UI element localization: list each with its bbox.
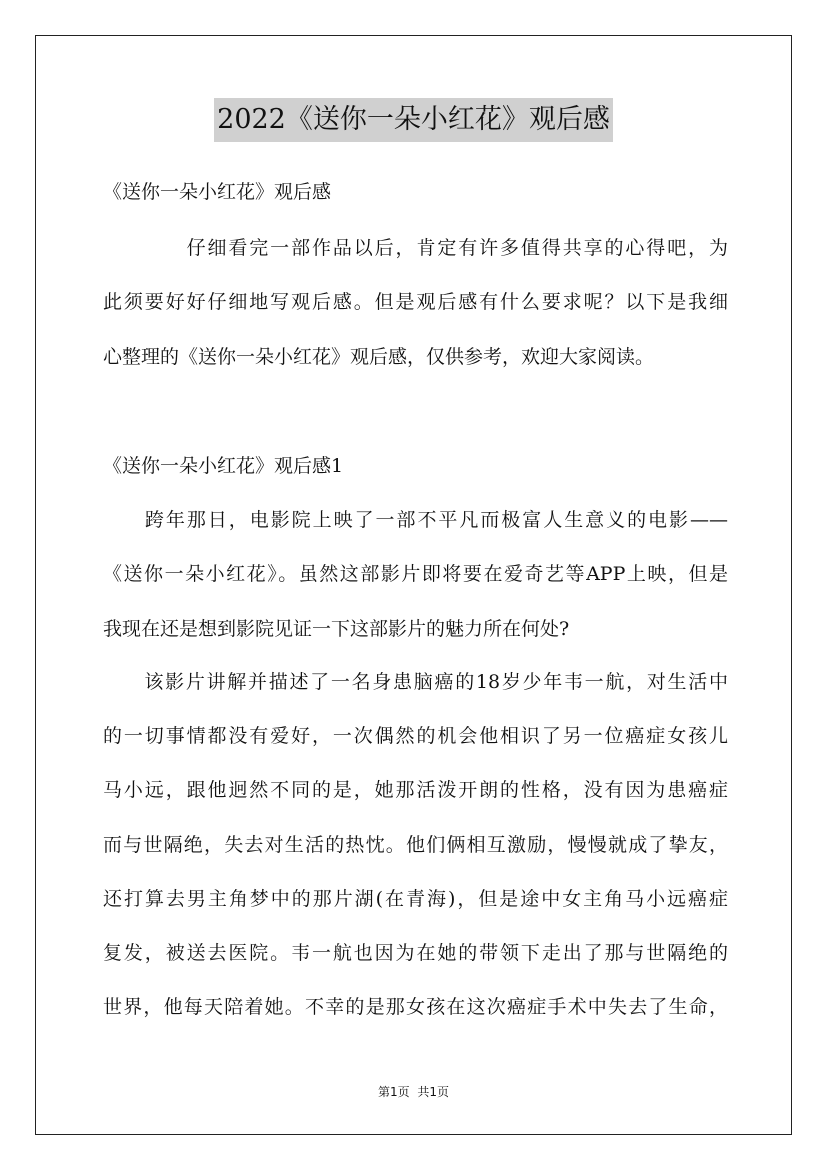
paragraph-line: 我现在还是想到影院见证一下这部影片的魅力所在何处? — [103, 618, 570, 640]
page-footer — [0, 1083, 827, 1100]
page-total: 共1页 — [417, 1085, 450, 1099]
paragraph-line: 此须要好好仔细地写观后感。但是观后感有什么要求呢？以下是我细 — [103, 291, 728, 313]
paragraph-line: 复发，被送去医院。韦一航也因为在她的带领下走出了那与世隔绝的 — [103, 942, 728, 964]
paragraph-line: 仔细看完一部作品以后，肯定有许多值得共享的心得吧，为 — [103, 237, 728, 259]
title-container — [0, 98, 827, 142]
paragraph-line: 跨年那日，电影院上映了一部不平凡而极富人生意义的电影—— — [103, 509, 728, 531]
page-number: 第1页 — [377, 1085, 410, 1099]
paragraph-line: 马小远，跟他迥然不同的是，她那活泼开朗的性格，没有因为患癌症 — [103, 779, 728, 801]
document-title: 2022《送你一朵小红花》观后感 — [214, 98, 613, 142]
section-heading: 《送你一朵小红花》观后感 — [103, 181, 332, 203]
paragraph-line: 还打算去男主角梦中的那片湖(在青海)，但是途中女主角马小远癌症 — [103, 888, 728, 910]
paragraph-line: 世界，他每天陪着她。不幸的是那女孩在这次癌症手术中失去了生命， — [103, 996, 728, 1018]
paragraph-line: 心整理的《送你一朵小红花》观后感，仅供参考，欢迎大家阅读。 — [103, 346, 655, 368]
paragraph-line: 《送你一朵小红花》。虽然这部影片即将要在爱奇艺等APP上映，但是 — [103, 563, 728, 585]
paragraph-line: 而与世隔绝，失去对生活的热忱。他们俩相互激励，慢慢就成了挚友， — [103, 834, 728, 856]
section-heading: 《送你一朵小红花》观后感1 — [103, 455, 344, 477]
paragraph-line: 的一切事情都没有爱好，一次偶然的机会他相识了另一位癌症女孩儿 — [103, 725, 728, 747]
paragraph-line: 该影片讲解并描述了一名身患脑癌的18岁少年韦一航，对生活中 — [103, 671, 728, 693]
